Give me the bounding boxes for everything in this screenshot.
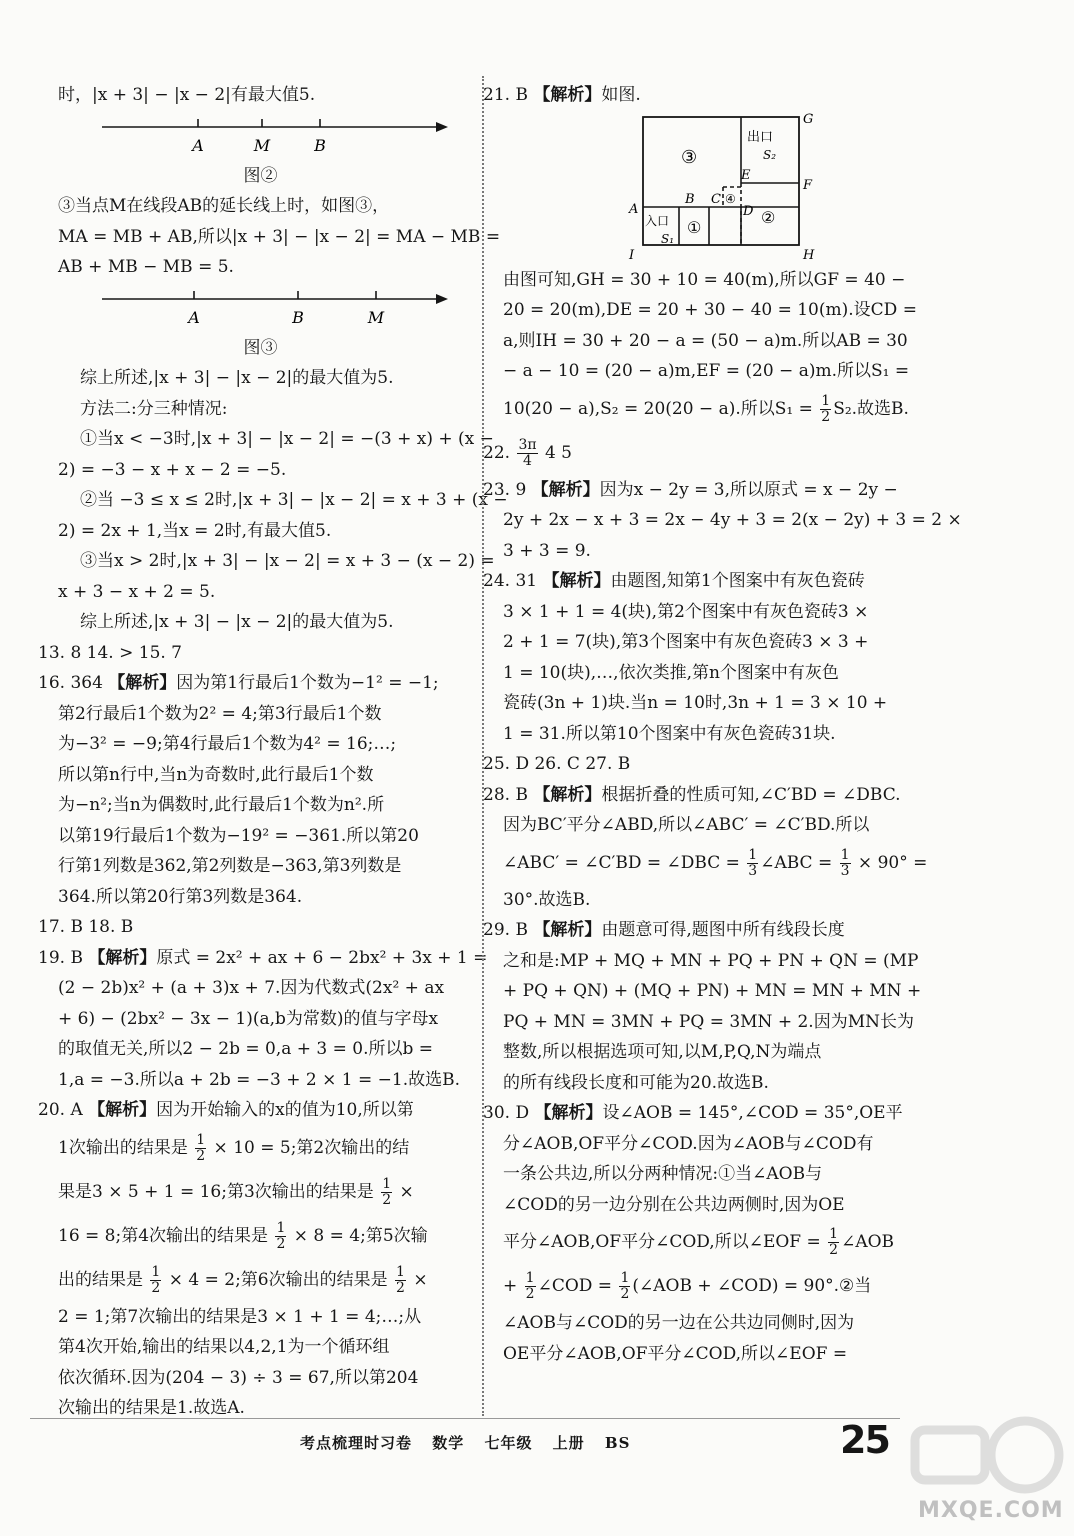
figure-caption: 图③ (243, 337, 278, 358)
text-line: MA = MB + AB,所以|x + 3| − |x − 2| = MA − MB = (58, 226, 501, 247)
text-line: AB + MB − MB = 5. (58, 257, 234, 277)
text-line: ②当 −3 ≤ x ≤ 2时,|x + 3| − |x − 2| = x + 3 + (x − (80, 490, 508, 510)
answer-item: 25. D 26. C 27. B (483, 754, 631, 774)
text-line: 3 × 1 + 1 = 4(块),第2个图案中有灰色瓷砖3 × (503, 601, 869, 622)
number-line-fig2 (98, 115, 458, 161)
text-line: 30°.故选B. (503, 889, 591, 910)
text-line: 1,a = −3.所以a + 2b = −3 + 2 × 1 = −1.故选B. (58, 1069, 461, 1090)
text-line: 的所有线段长度和可能为20.故选B. (503, 1072, 769, 1093)
text-line: 2) = −3 − x + x − 2 = −5. (58, 459, 287, 480)
text-line: + $\frac{1}{2}$ ∠COD = $\frac{1}{2}$ (∠AOB + ∠COD) = 90°.②当 (503, 1270, 872, 1302)
text-line: ③当x > 2时,|x + 3| − |x − 2| = x + 3 − (x − 2) = (80, 551, 495, 571)
label-S1: S₁ (661, 231, 675, 246)
label-E: E (741, 167, 751, 183)
answer-item: 19. B 【解析】原式 = 2x² + ax + 6 − 2bx² + 3x + 1 = (38, 947, 488, 968)
text-line: x + 3 − x + 2 = 5. (58, 581, 216, 602)
text-line: 瓷砖(3n + 1)块.当n = 10时,3n + 1 = 3 × 10 + (503, 693, 888, 713)
text-line: 综上所述,|x + 3| − |x − 2|的最大值为5. (80, 612, 394, 632)
text-line: 1次输出的结果是 $\frac{1}{2}$ × 10 = 5;第2次输出的结 (58, 1131, 410, 1164)
label-S2: S₂ (763, 147, 777, 162)
region-3: ③ (681, 146, 698, 168)
label-B: B (685, 191, 695, 207)
answer-item: 22. $\frac{3\pi}{4}$ 4 5 (483, 436, 573, 469)
text-line: 1 = 31.所以第10个图案中有灰色瓷砖31块. (503, 723, 836, 744)
label-D: D (743, 203, 754, 219)
text-line: 2y + 2x − x + 3 = 2x − 4y + 3 = 2(x − 2y) + 3 = 2 × (503, 510, 962, 530)
figure-grid (623, 111, 823, 261)
text-line: 20 = 20(m),DE = 20 + 30 − 40 = 10(m).设CD = (503, 300, 917, 320)
text-line: 出的结果是 $\frac{1}{2}$ × 4 = 2;第6次输出的结果是 $\frac{1}{2}$ × (58, 1263, 428, 1296)
text-line: 整数,所以根据选项可知,以M,P,Q,N为端点 (503, 1042, 822, 1062)
text-line: 为−3² = −9;第4行最后1个数为4² = 16;…; (58, 734, 397, 754)
axis-arrow (436, 294, 448, 304)
text-line: 的取值无关,所以2 − 2b = 0,a + 3 = 0.所以b = (58, 1039, 434, 1059)
answer-item: 21. B 【解析】如图. (483, 85, 641, 105)
text-line: 次输出的结果是1.故选A. (58, 1398, 245, 1418)
page-footer (30, 1418, 910, 1458)
text-line: 364.所以第20行第3列数是364. (58, 886, 303, 907)
label-F: F (803, 177, 813, 193)
watermark-text: MXQE.COM (918, 1498, 1064, 1523)
page-number: 25 (840, 1418, 889, 1462)
text-line: 为−n²;当n为偶数时,此行最后1个数为n².所 (58, 795, 385, 815)
text-line: 时，|x + 3| − |x − 2|有最大值5. (58, 85, 316, 105)
point-label-B: B (314, 135, 326, 155)
answer-item: 28. B 【解析】根据折叠的性质可知,∠C′BD = ∠DBC. (483, 784, 901, 805)
text-line: − a − 10 = (20 − a)m,EF = (20 − a)m.所以S₁ = (503, 361, 910, 381)
text-line: 第4次开始,输出的结果以4,2,1为一个循环组 (58, 1337, 390, 1357)
text-line: 依次循环.因为(204 − 3) ÷ 3 = 67,所以第204 (58, 1367, 419, 1388)
answer-item: 30. D 【解析】设∠AOB = 145°,∠COD = 35°,OE平 (483, 1103, 903, 1123)
text-line: 以第19行最后1个数为−19² = −361.所以第20 (58, 825, 419, 846)
text-line: 分∠AOB,OF平分∠COD.因为∠AOB与∠COD有 (503, 1133, 874, 1154)
exit-label: 出口 (747, 129, 774, 145)
text-line: ∠AOB与∠COD的另一边在公共边同侧时,因为 (503, 1313, 855, 1333)
text-line: OE平分∠AOB,OF平分∠COD,所以∠EOF = (503, 1343, 848, 1364)
text-line: 一条公共边,所以分两种情况:①当∠AOB与 (503, 1164, 823, 1184)
text-line: 1 = 10(块),…,依次类推,第n个图案中有灰色 (503, 662, 839, 683)
column-divider (482, 76, 484, 1416)
text-line: 10(20 − a),S₂ = 20(20 − a).所以S₁ = $\frac{1}{2}$ S₂.故选B. (503, 392, 909, 425)
point-label-A: A (188, 307, 200, 327)
label-H: H (803, 247, 815, 261)
text-line: ③当点M在线段AB的延长线上时，如图③， (58, 196, 390, 216)
text-line: 第2行最后1个数为2² = 4;第3行最后1个数 (58, 703, 382, 724)
answer-item: 13. 8 14. > 15. 7 (38, 642, 183, 663)
text-line: ∠ABC′ = ∠C′BD = ∠DBC = $\frac{1}{3}$ ∠ABC = $\frac{1}{3}$ × 90° = (503, 846, 928, 879)
label-G: G (803, 111, 814, 127)
answer-item: 29. B 【解析】由题意可得,题图中所有线段长度 (483, 920, 845, 940)
entry-label: 入口 (645, 213, 670, 228)
footer-rule (30, 1418, 900, 1419)
point-label-M: M (253, 135, 271, 155)
text-line: ①当x < −3时,|x + 3| − |x − 2| = −(3 + x) + (x − (80, 429, 494, 449)
text-line: + 6) − (2bx² − 3x − 1)(a,b为常数)的值与字母x (58, 1008, 439, 1029)
label-C: C (711, 191, 721, 207)
text-line: 2 = 1;第7次输出的结果是3 × 1 + 1 = 4;…;从 (58, 1306, 422, 1327)
text-line: 由图可知,GH = 30 + 10 = 40(m),所以GF = 40 − (503, 269, 906, 290)
text-line: 平分∠AOB,OF平分∠COD,所以∠EOF = $\frac{1}{2}$ ∠AOB (503, 1226, 895, 1258)
text-line: 因为BC′平分∠ABD,所以∠ABC′ = ∠C′BD.所以 (503, 815, 870, 835)
region-1: ① (687, 217, 702, 237)
region-4: ④ (725, 191, 736, 206)
text-line: (2 − 2b)x² + (a + 3)x + 7.因为代数式(2x² + ax (58, 978, 445, 998)
number-line-fig3 (98, 287, 458, 333)
right-column (483, 80, 962, 1369)
text-line: PQ + MN = 3MN + PQ = 3MN + 2.因为MN长为 (503, 1011, 914, 1032)
answer-item: 24. 31 【解析】由题图,知第1个图案中有灰色瓷砖 (483, 571, 865, 591)
label-A: A (629, 201, 639, 217)
text-line: 之和是:MP + MQ + MN + PQ + PN + QN = (MP (503, 950, 919, 971)
text-line: 2 + 1 = 7(块),第3个图案中有灰色瓷砖3 × 3 + (503, 632, 869, 652)
text-line: 行第1列数是362,第2列数是−363,第3列数是 (58, 856, 402, 876)
point-label-A: A (192, 135, 204, 155)
text-line: 3 + 3 = 9. (503, 540, 591, 561)
text-line: 2) = 2x + 1,当x = 2时,有最大值5. (58, 520, 332, 541)
text-line: a,则IH = 30 + 20 − a = (50 − a)m.所以AB = 30 (503, 330, 908, 351)
label-I: I (629, 247, 635, 261)
text-line: ∠COD的另一边分别在公共边两侧时,因为OE (503, 1194, 845, 1215)
text-line: + PQ + QN) + (MQ + PN) + MN = MN + MN + (503, 981, 922, 1001)
point-label-M: M (367, 307, 385, 327)
answer-item: 20. A 【解析】因为开始输入的x的值为10,所以第 (38, 1100, 414, 1120)
answer-item: 23. 9 【解析】因为x − 2y = 3,所以原式 = x − 2y − (483, 479, 898, 500)
axis-arrow (436, 122, 448, 132)
text-line: 方法二:分三种情况: (80, 398, 228, 419)
text-line: 综上所述,|x + 3| − |x − 2|的最大值为5. (80, 368, 394, 388)
answer-item: 17. B 18. B (38, 917, 134, 937)
point-label-B: B (292, 307, 304, 327)
text-line: 16 = 8;第4次输出的结果是 $\frac{1}{2}$ × 8 = 4;第5次输 (58, 1219, 428, 1252)
text-line: 果是3 × 5 + 1 = 16;第3次输出的结果是 $\frac{1}{2}$ × (58, 1175, 414, 1208)
text-line: 所以第n行中,当n为奇数时,此行最后1个数 (58, 764, 374, 785)
figure-caption: 图② (243, 165, 278, 186)
answer-item: 16. 364 【解析】因为第1行最后1个数为−1² = −1; (38, 673, 439, 693)
left-column (38, 80, 508, 1424)
footer-title: 考点梳理时习卷 数学 七年级 上册 BS (300, 1434, 631, 1452)
region-2: ② (761, 207, 776, 227)
